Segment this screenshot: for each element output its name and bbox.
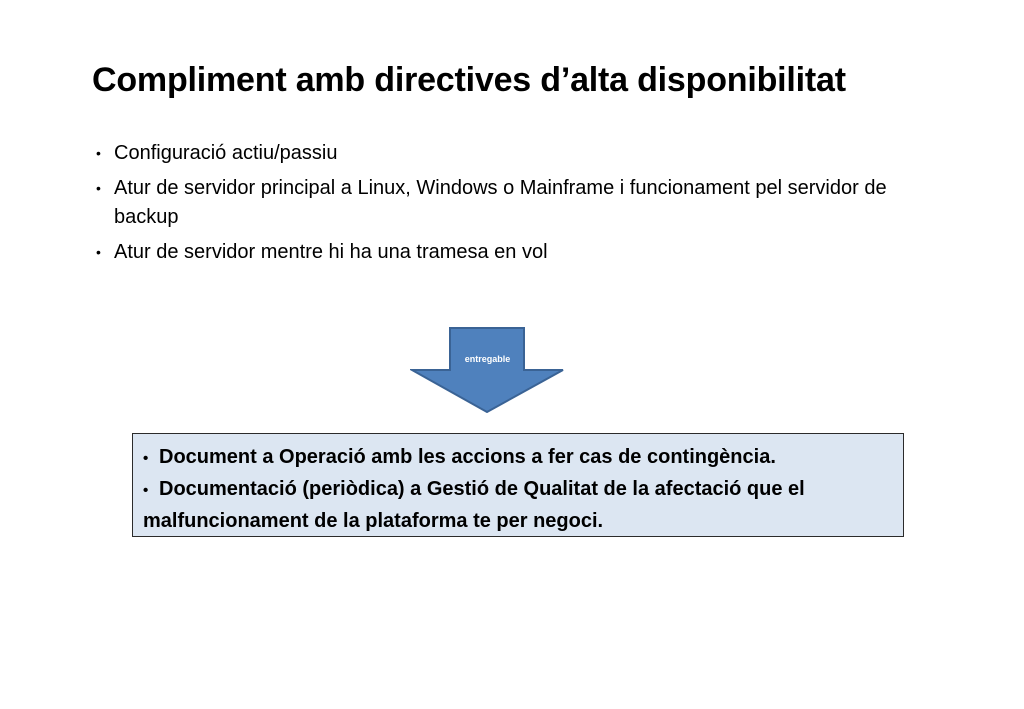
- bullet-text: Configuració actiu/passiu: [114, 142, 338, 164]
- bullet-dot-icon: •: [96, 244, 101, 260]
- arrow-body: [412, 328, 563, 412]
- bullet-dot-icon: •: [96, 180, 101, 196]
- bullet-list: [96, 139, 946, 273]
- deliverable-text: Document a Operació amb les accions a fer cas de contingència.: [159, 446, 776, 468]
- arrow-label: entregable: [464, 354, 511, 364]
- deliverable-item: [143, 442, 891, 474]
- deliverable-item: [143, 474, 891, 537]
- slide-title: Compliment amb directives d’alta disponibilitat: [92, 61, 846, 99]
- down-arrow-icon: [410, 327, 565, 413]
- down-arrow-shape: [410, 327, 565, 413]
- bullet-dot-icon: •: [143, 450, 149, 467]
- bullet-item: [96, 238, 946, 267]
- bullet-dot-icon: •: [96, 145, 101, 161]
- deliverable-text: Documentació (periòdica) a Gestió de Qualitat de la afectació que el malfuncionament de la plataforma te per negoci.: [143, 478, 805, 532]
- bullet-text: Atur de servidor principal a Linux, Windows o Mainframe i funcionament pel servidor de backup: [114, 177, 887, 228]
- bullet-dot-icon: •: [143, 482, 149, 499]
- bullet-item: [96, 174, 946, 232]
- bullet-item: [96, 139, 946, 168]
- bullet-text: Atur de servidor mentre hi ha una tramesa en vol: [114, 241, 548, 263]
- deliverables-box: [132, 433, 904, 537]
